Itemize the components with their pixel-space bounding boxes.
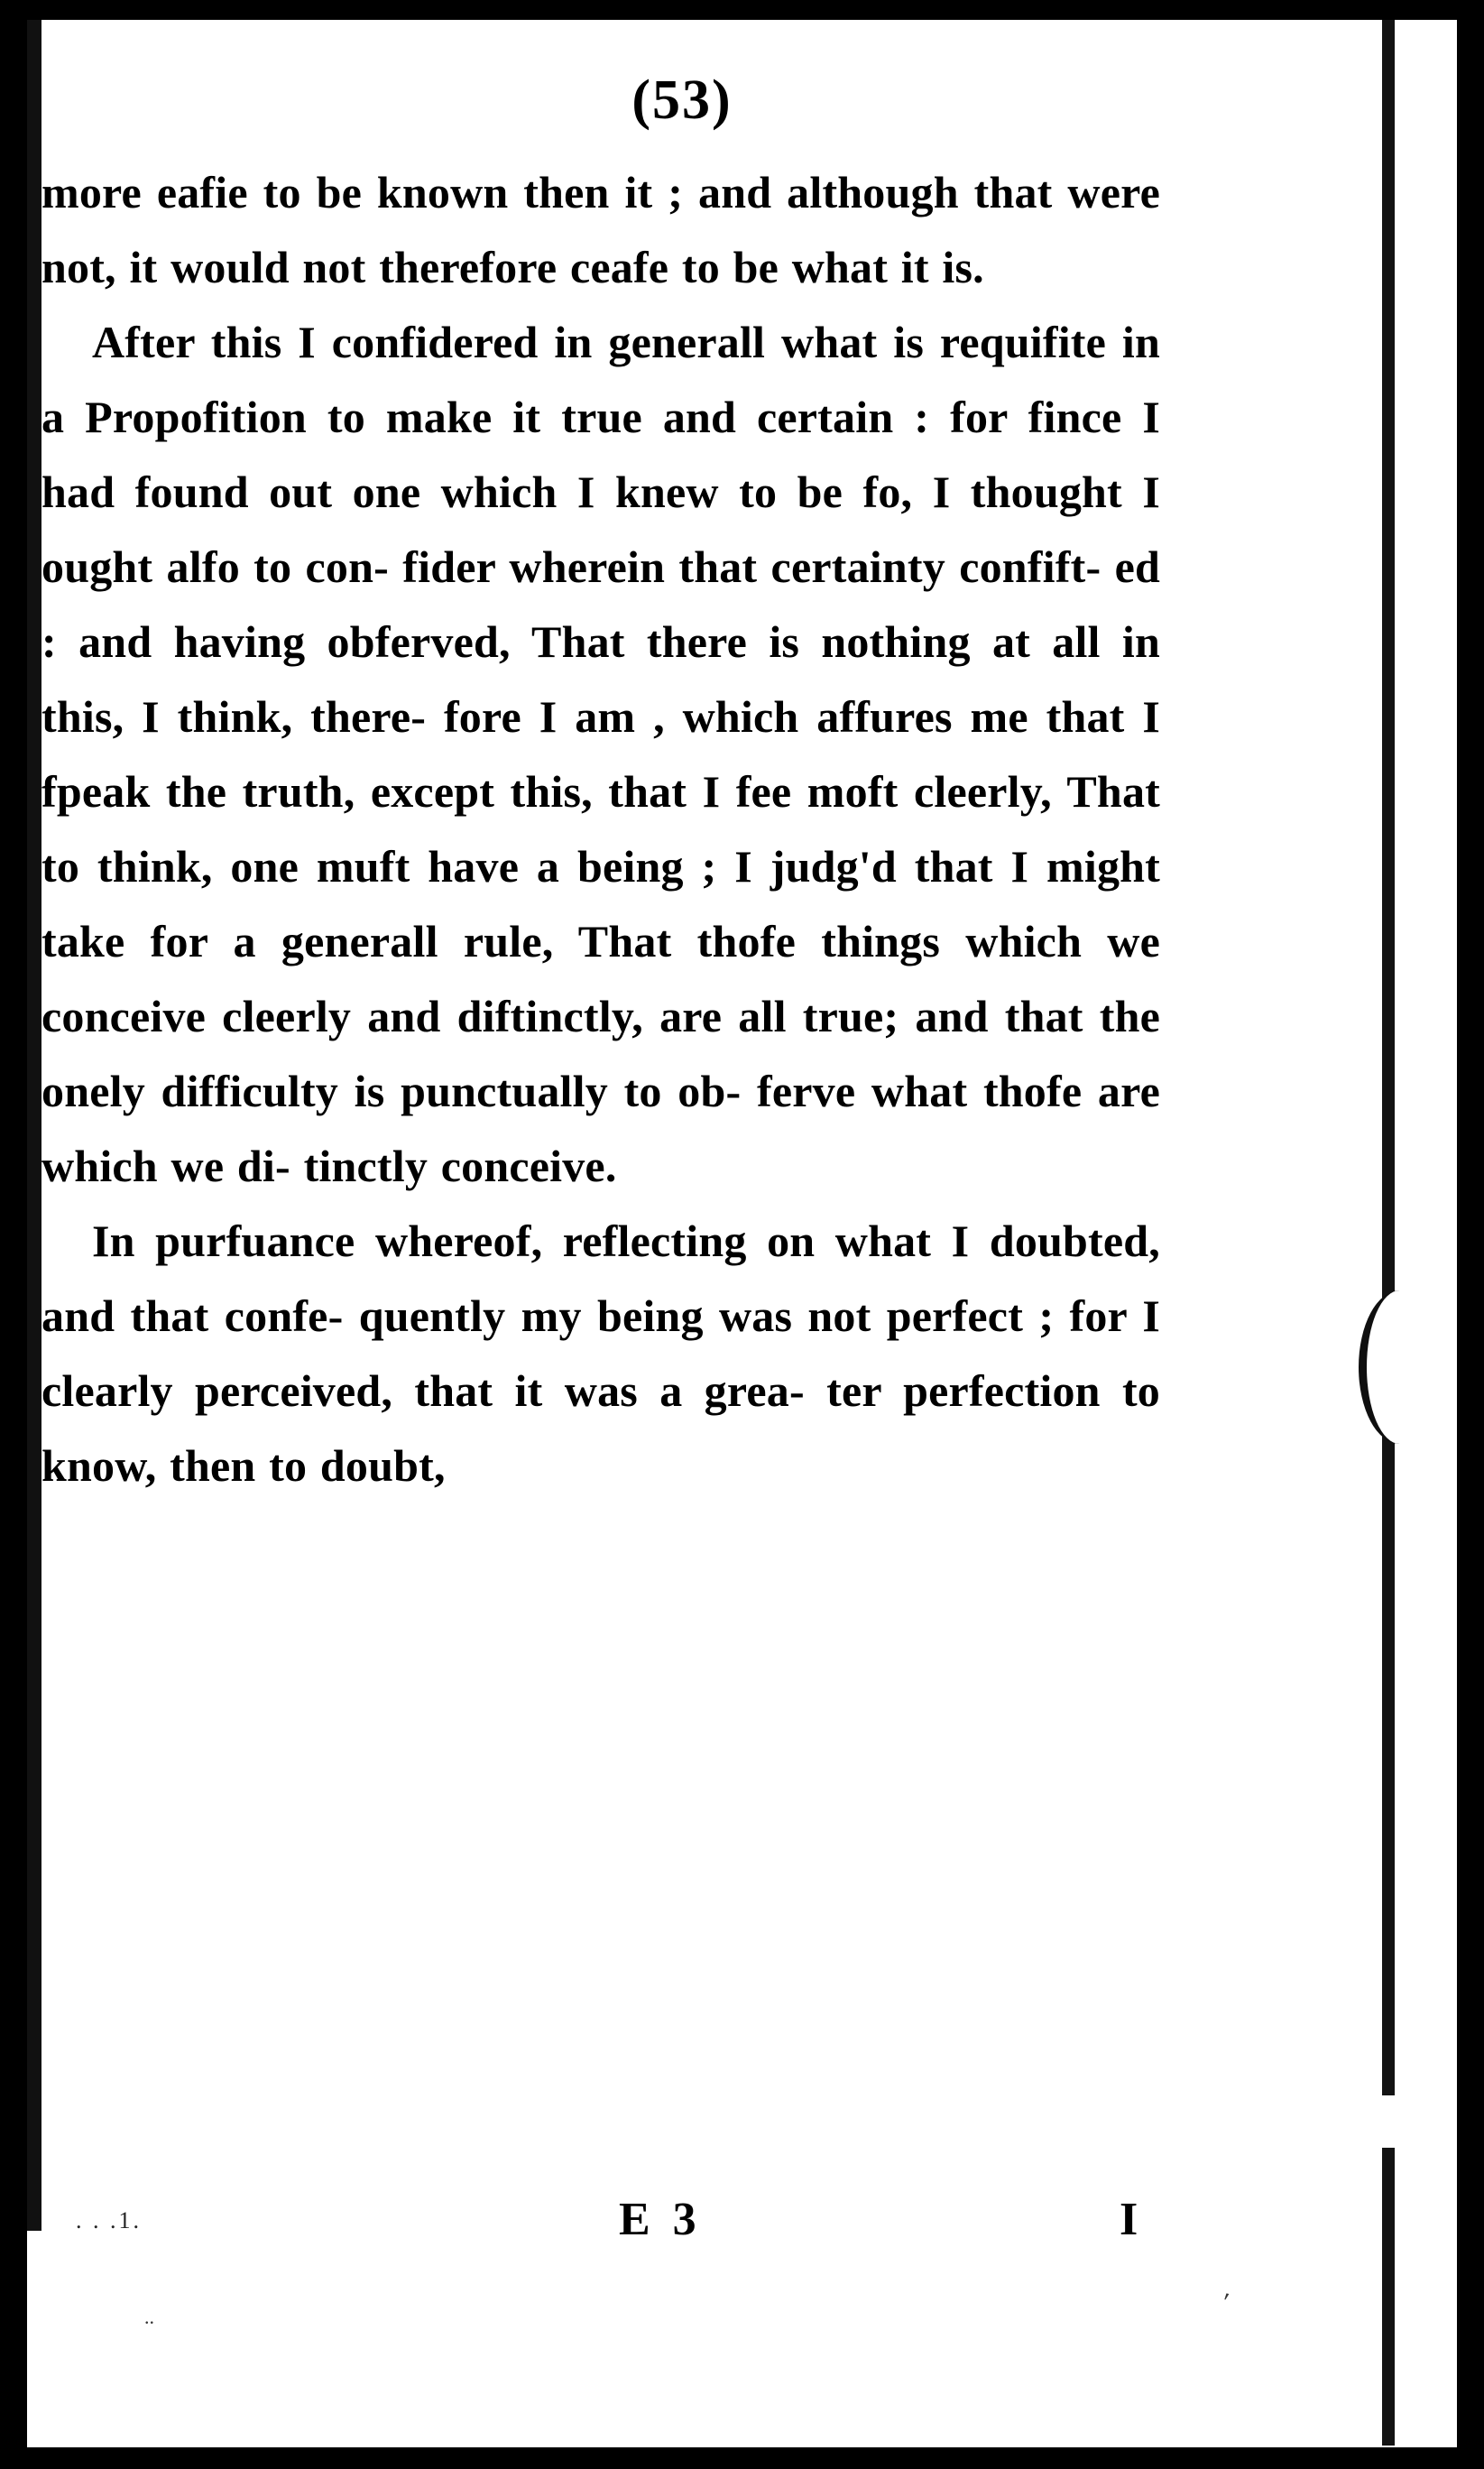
line: be fo, I thought I ought alfo to con- — [41, 467, 1160, 592]
line: take for a generall rule, That thofe — [41, 916, 796, 966]
line: tinctly conceive. — [303, 1141, 617, 1191]
page-number: (53) — [631, 69, 733, 131]
catchword: I — [1120, 2194, 1138, 2245]
signature-mark: E 3 — [619, 2194, 702, 2245]
line: ed : and having obferved, That there — [41, 541, 1161, 667]
margin-speck: . . .1. — [76, 2207, 142, 2233]
line: fpeak the truth, except this, that I fee — [41, 766, 792, 817]
line: quently my being was not perfect ; for — [358, 1290, 1128, 1341]
text-column — [41, 69, 1161, 1503]
line: on what I doubted, and that confe- — [41, 1216, 1160, 1341]
paragraph-1 — [41, 155, 1160, 305]
line: I clearly perceived, that it was a grea- — [41, 1290, 1161, 1416]
paragraph-3 — [41, 1204, 1160, 1503]
line: have a being ; I judg'd that I might — [428, 841, 1160, 892]
line: In purfuance whereof, reflecting — [92, 1216, 747, 1266]
page-border-right-upper — [1382, 20, 1395, 2095]
scan-gutter-left — [0, 0, 27, 2469]
paragraph-2 — [41, 305, 1160, 1204]
line: what is requifite in a Propofition to — [41, 317, 1160, 442]
page-border-right-lower — [1382, 2148, 1395, 2446]
line: ferve what thofe are which we di- — [41, 1066, 1160, 1191]
line: is nothing at all in this, I think, there- — [41, 616, 1160, 742]
line: had found out one which I knew to — [41, 467, 778, 517]
scan-speck-lower-left: .. — [144, 2306, 154, 2328]
line: After this I confidered in generall — [92, 317, 766, 367]
line: moft cleerly, That to think, one muft — [41, 766, 1160, 892]
scan-speck-lower-right: ʹ — [1219, 2287, 1232, 2318]
line: ter perfection to know, then to doubt, — [41, 1365, 1160, 1491]
page-border-left — [27, 20, 41, 2231]
line: fore I am , which affures me that I — [443, 691, 1160, 742]
scan-edge-bottom — [0, 2447, 1484, 2469]
line: although that were not, it would not — [41, 167, 1160, 292]
line: fider wherein that certainty confift- — [402, 541, 1101, 592]
scan-edge-top — [0, 0, 1484, 20]
line: therefore ceafe to be what it is. — [379, 242, 984, 292]
scan-gutter-right — [1457, 0, 1484, 2469]
line: make it true and certain : for fince I — [385, 392, 1160, 442]
line: onely difficulty is punctually to ob- — [41, 1066, 742, 1116]
line: more eafie to be known then it ; and — [41, 167, 772, 217]
page-footer — [41, 2193, 1205, 2256]
line: diftinctly, are all true; and that the — [456, 991, 1160, 1041]
line: things which we conceive cleerly and — [41, 916, 1161, 1041]
